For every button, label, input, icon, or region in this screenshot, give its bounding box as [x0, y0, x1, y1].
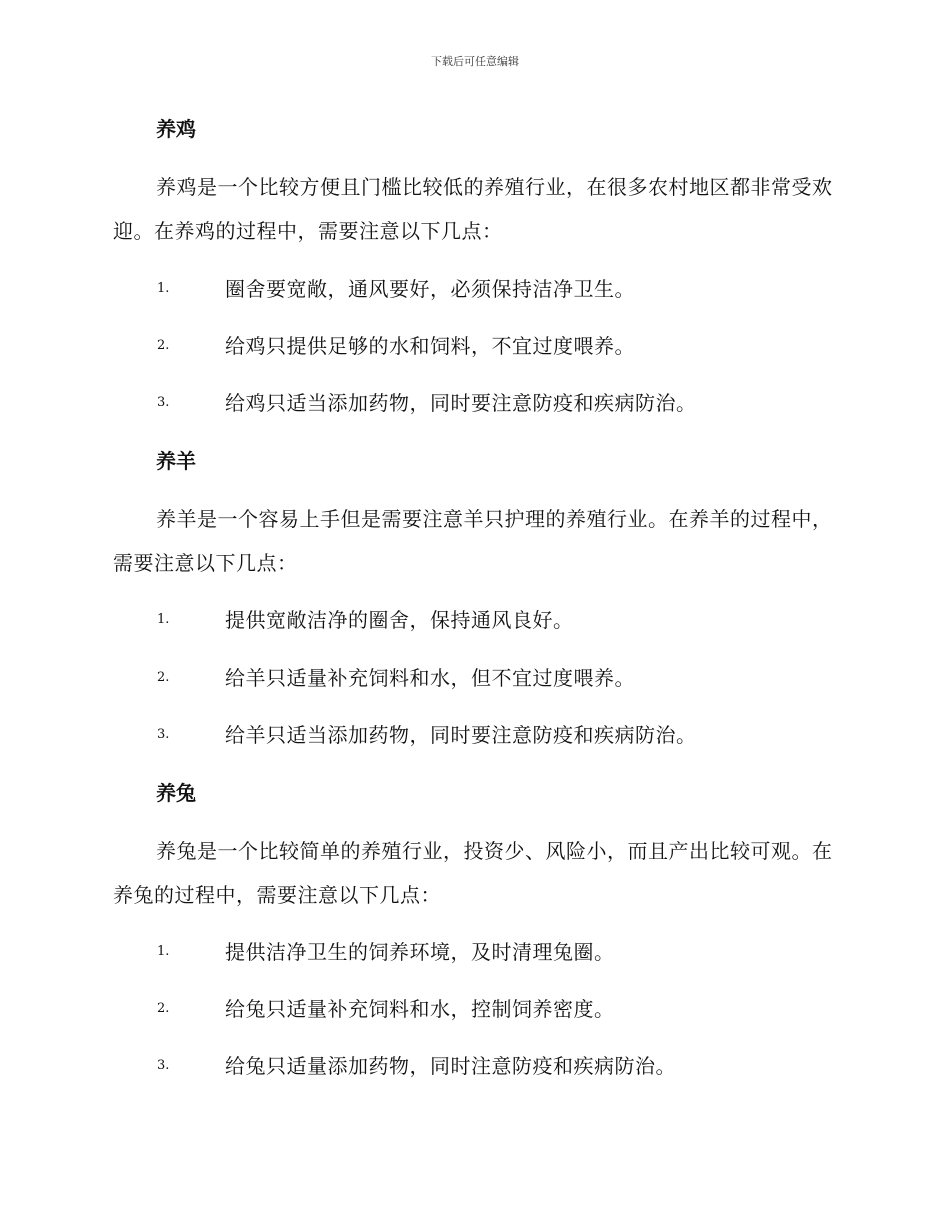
list-item-text: 给鸡只提供足够的水和饲料，不宜过度喂养。	[225, 334, 635, 358]
section-intro-sheep: 养羊是一个容易上手但是需要注意羊只护理的养殖行业。在养羊的过程中，需要注意以下几点：	[113, 507, 833, 575]
list-item-number: 2.	[157, 1001, 170, 1016]
list-item-text: 提供宽敞洁净的圈舍，保持通风良好。	[225, 608, 574, 632]
list-item-number: 2.	[157, 338, 170, 353]
list-item	[0, 331, 950, 361]
list-item	[0, 1051, 950, 1081]
section-title-rabbit: 养兔	[156, 781, 196, 805]
section-intro-rabbit: 养兔是一个比较简单的养殖行业，投资少、风险小，而且产出比较可观。在养兔的过程中，需要注意以下几点：	[113, 839, 833, 907]
list-item	[0, 274, 950, 304]
list-item-number: 1.	[157, 612, 170, 627]
section-title-sheep: 养羊	[156, 449, 196, 473]
list-item-text: 给鸡只适当添加药物，同时要注意防疫和疾病防治。	[225, 391, 697, 415]
list-item	[0, 663, 950, 693]
list-item	[0, 994, 950, 1024]
list-item-number: 1.	[157, 944, 170, 959]
list-item-number: 3.	[157, 395, 170, 410]
section-title-chicken: 养鸡	[156, 117, 196, 141]
list-item-number: 3.	[157, 1058, 170, 1073]
list-item	[0, 605, 950, 635]
list-item-number: 3.	[157, 727, 170, 742]
list-item-text: 提供洁净卫生的饲养环境，及时清理兔圈。	[225, 940, 615, 964]
list-item	[0, 937, 950, 967]
page-header-note: 下载后可任意编辑	[431, 55, 519, 68]
list-item-text: 给兔只适量补充饲料和水，控制饲养密度。	[225, 997, 615, 1021]
list-item-text: 给羊只适当添加药物，同时要注意防疫和疾病防治。	[225, 723, 697, 747]
list-item-text: 给兔只适量添加药物，同时注意防疫和疾病防治。	[225, 1054, 676, 1078]
list-item	[0, 388, 950, 418]
list-item-number: 2.	[157, 670, 170, 685]
section-intro-chicken: 养鸡是一个比较方便且门槛比较低的养殖行业，在很多农村地区都非常受欢迎。在养鸡的过程中，需要注意以下几点：	[113, 175, 833, 243]
list-item-text: 给羊只适量补充饲料和水，但不宜过度喂养。	[225, 666, 635, 690]
list-item-text: 圈舍要宽敞，通风要好，必须保持洁净卫生。	[225, 277, 635, 301]
list-item	[0, 720, 950, 750]
list-item-number: 1.	[157, 281, 170, 296]
